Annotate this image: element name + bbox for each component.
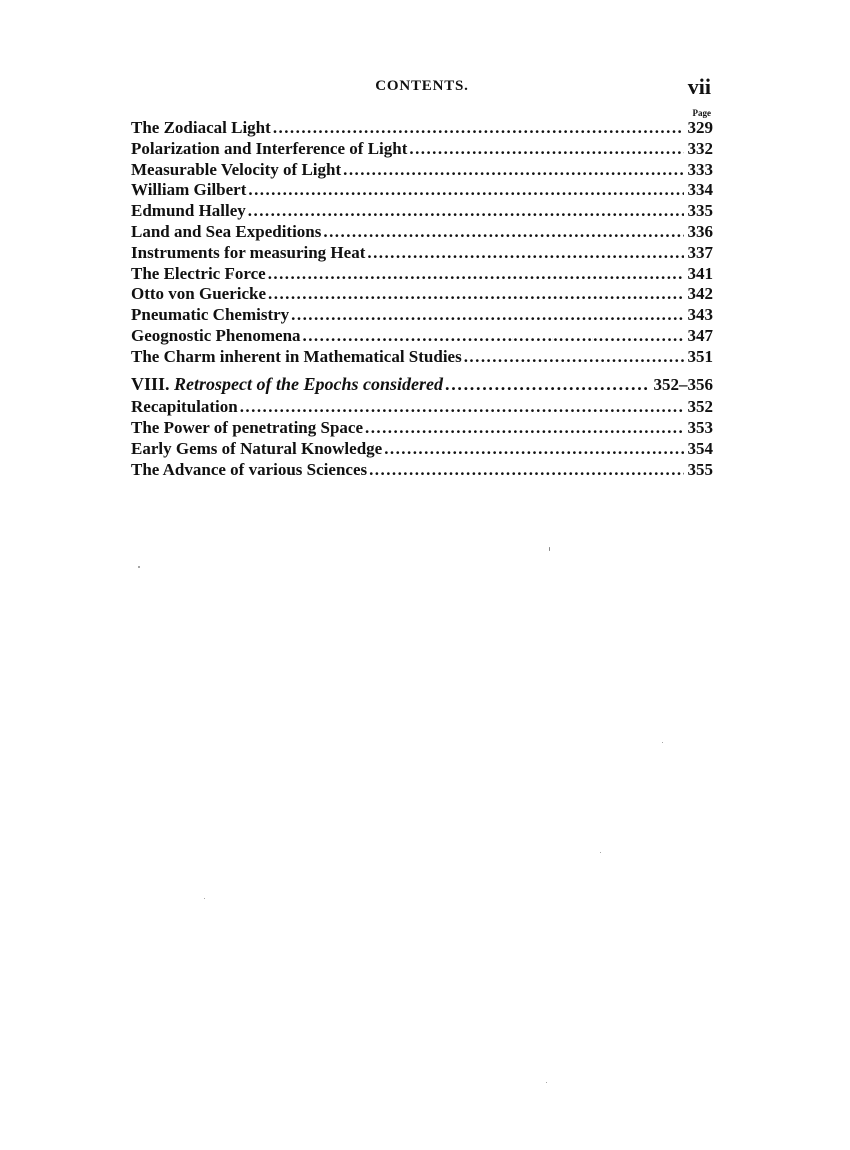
- running-head: [131, 74, 713, 106]
- toc-entry-title: The Electric Force: [131, 263, 266, 283]
- toc-entry[interactable]: [131, 397, 713, 418]
- dot-leader: [291, 305, 683, 326]
- toc-entry[interactable]: [131, 222, 713, 243]
- toc-entry-title: Instruments for measuring Heat: [131, 242, 366, 262]
- section-heading-text: [131, 374, 443, 395]
- toc-entry[interactable]: [131, 243, 713, 264]
- toc-entry-title: The Charm inherent in Mathematical Studies: [131, 346, 462, 366]
- toc-entry-title: The Zodiacal Light: [131, 118, 271, 137]
- toc-entry[interactable]: [131, 160, 713, 181]
- toc-list: [131, 118, 713, 481]
- dot-leader: [248, 201, 684, 222]
- page-folio: vii: [687, 74, 711, 99]
- dot-leader: [268, 284, 683, 305]
- toc-entry[interactable]: [131, 418, 713, 439]
- section-title: Retrospect of the Epochs considered: [174, 373, 443, 394]
- toc-entry-page: 341: [687, 263, 713, 283]
- section-number: VIII.: [131, 373, 170, 394]
- toc-entry[interactable]: [131, 305, 713, 326]
- toc-entry-page: 343: [687, 305, 713, 325]
- scan-speck: [549, 547, 550, 551]
- dot-leader: [367, 243, 683, 264]
- dot-leader: [445, 374, 650, 395]
- dot-leader: [248, 180, 683, 201]
- toc-entry-title: Recapitulation: [131, 397, 238, 417]
- toc-entry[interactable]: [131, 439, 713, 460]
- toc-entry-title: Polarization and Interference of Light: [131, 138, 408, 158]
- toc-entry[interactable]: [131, 460, 713, 481]
- toc-entry-page: 342: [687, 284, 713, 304]
- toc-entry[interactable]: [131, 139, 713, 160]
- dot-leader: [303, 326, 684, 347]
- toc-entry[interactable]: [131, 284, 713, 305]
- toc-entry-page: 354: [687, 438, 713, 458]
- dot-leader: [464, 347, 684, 368]
- toc-entry-page: 355: [687, 459, 713, 479]
- toc-entry-title: The Advance of various Sciences: [131, 459, 368, 479]
- toc-entry-title: Measurable Velocity of Light: [131, 159, 342, 179]
- toc-entry-title: Pneumatic Chemistry: [131, 305, 290, 325]
- toc-entry-title: Land and Sea Expeditions: [131, 221, 322, 241]
- toc-entry[interactable]: [131, 326, 713, 347]
- dot-leader: [384, 439, 683, 460]
- toc-entry-page: 351: [687, 346, 713, 366]
- toc-entry[interactable]: [131, 347, 713, 368]
- dot-leader: [409, 139, 683, 160]
- toc-entry-page: 347: [687, 325, 713, 345]
- toc-entry-page: 332: [687, 138, 713, 158]
- toc-entry-page: 335: [687, 201, 713, 221]
- toc-entry-title: The Power of penetrating Space: [131, 418, 363, 438]
- toc-entry-title: Early Gems of Natural Knowledge: [131, 438, 383, 458]
- dot-leader: [369, 460, 683, 481]
- scan-speck: [600, 852, 601, 853]
- scan-speck: [138, 566, 140, 568]
- running-title: CONTENTS.: [375, 78, 469, 94]
- toc-entry-page: 333: [687, 159, 713, 179]
- toc-entry-title: Edmund Halley: [131, 201, 246, 221]
- dot-leader: [240, 397, 684, 418]
- toc-entry-title: Otto von Guericke: [131, 284, 267, 304]
- scan-speck: [546, 1082, 547, 1083]
- toc-entry-page: 353: [687, 418, 713, 438]
- contents-page: [131, 74, 713, 481]
- toc-entry-title: William Gilbert: [131, 180, 247, 200]
- section-heading[interactable]: [131, 374, 713, 395]
- dot-leader: [343, 160, 683, 181]
- toc-entry[interactable]: [131, 180, 713, 201]
- dot-leader: [323, 222, 683, 243]
- toc-entry[interactable]: [131, 118, 713, 139]
- toc-entry-page: 336: [687, 221, 713, 241]
- page-column-label: Page: [692, 108, 711, 118]
- toc-entry-page: 337: [687, 242, 713, 262]
- toc-entry-page: 329: [687, 118, 713, 137]
- toc-entry-title: Geognostic Phenomena: [131, 325, 301, 345]
- dot-leader: [273, 118, 684, 139]
- toc-entry-page: 334: [687, 180, 713, 200]
- dot-leader: [365, 418, 684, 439]
- section-page-range: 352–356: [653, 374, 713, 394]
- toc-entry[interactable]: [131, 201, 713, 222]
- toc-entry-page: 352: [687, 397, 713, 417]
- dot-leader: [268, 264, 684, 285]
- scan-speck: [204, 898, 205, 899]
- scan-speck: [662, 742, 663, 743]
- toc-entry[interactable]: [131, 264, 713, 285]
